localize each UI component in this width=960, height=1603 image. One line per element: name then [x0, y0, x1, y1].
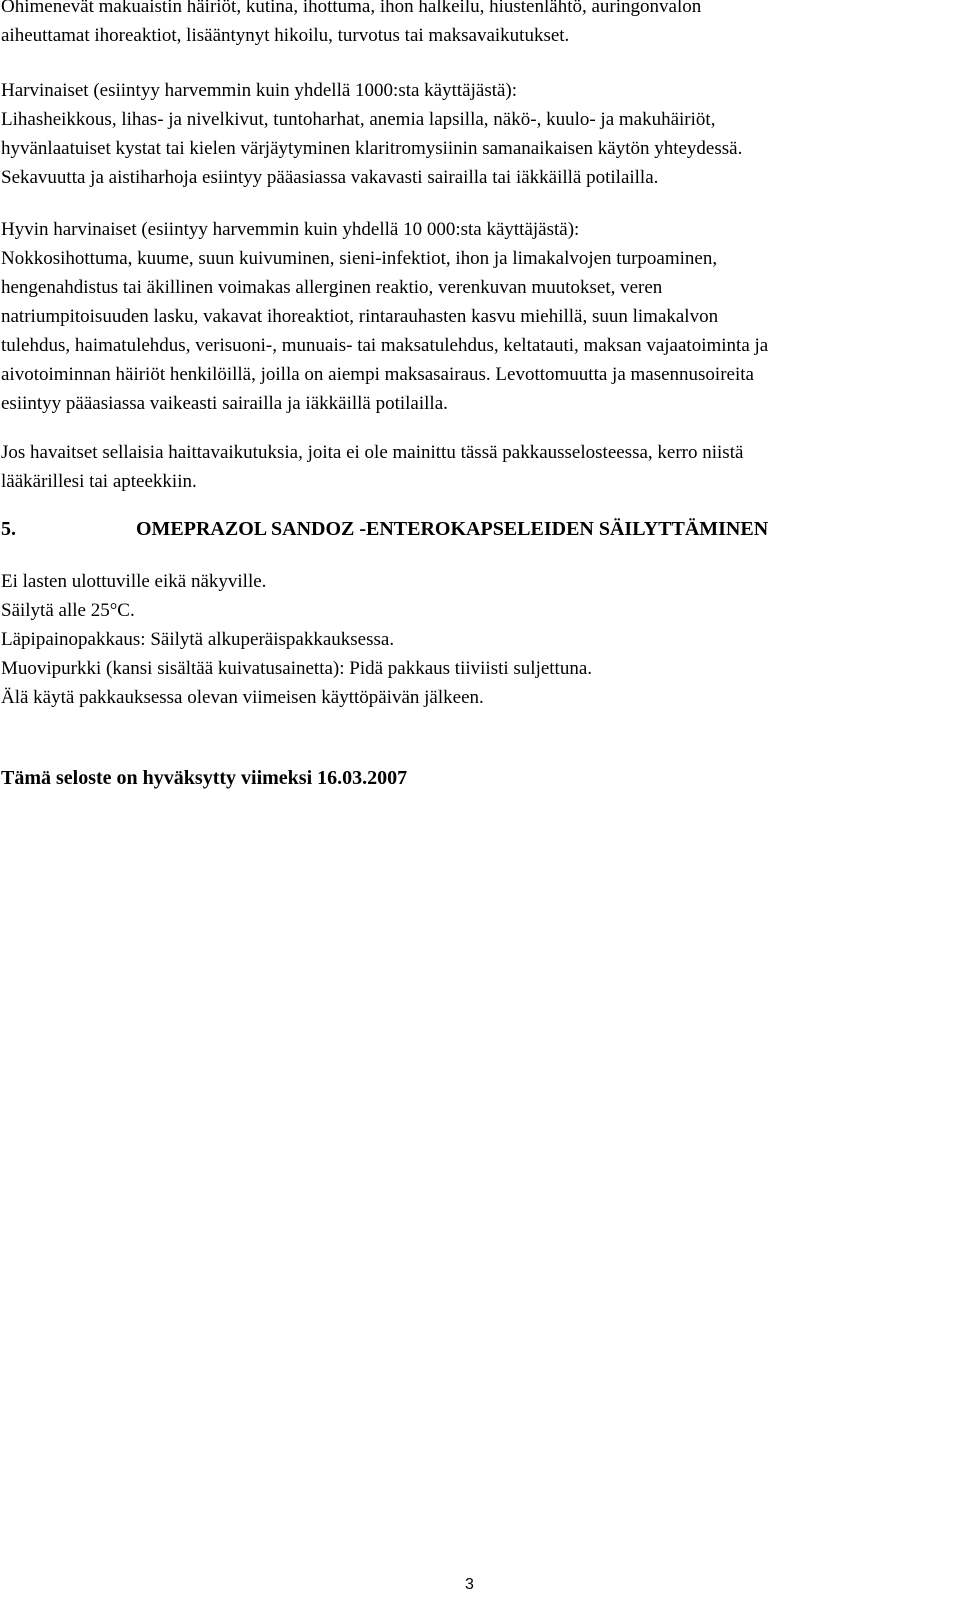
approval-date-note: Tämä seloste on hyväksytty viimeksi 16.03.2007: [1, 767, 408, 789]
storage-item: Muovipurkki (kansi sisältää kuivatusainetta): Pidä pakkaus tiiviisti suljettuna.: [1, 658, 593, 679]
section-heading: [1, 514, 768, 544]
rare-subheading: Harvinaiset (esiintyy harvemmin kuin yhdellä 1000:sta käyttäjästä):: [1, 80, 518, 101]
text-line: aivotoiminnan häiriöt henkilöillä, joilla on aiempi maksasairaus. Levottomuutta ja masennusoireita: [1, 364, 754, 385]
text-line: hengenahdistus tai äkillinen voimakas allerginen reaktio, verenkuvan muutokset, veren: [1, 277, 663, 298]
paragraph-rare-side-effects: [1, 76, 936, 192]
paragraph-report-side-effects: [1, 438, 936, 496]
section-title: OMEPRAZOL SANDOZ -ENTEROKAPSELEIDEN SÄILYTTÄMINEN: [136, 518, 769, 540]
text-line: Lihasheikkous, lihas- ja nivelkivut, tuntoharhat, anemia lapsilla, näkö-, kuulo- ja makuhäiriöt,: [1, 109, 716, 130]
text-line: lääkärillesi tai apteekkiin.: [1, 471, 197, 492]
text-line: Jos havaitset sellaisia haittavaikutuksia, joita ei ole mainittu tässä pakkausselosteessa, kerro niistä: [1, 442, 744, 463]
paragraph-very-rare-side-effects: [1, 215, 936, 418]
storage-item: Säilytä alle 25°C.: [1, 600, 135, 621]
storage-instructions: [1, 567, 592, 712]
page-number: 3: [465, 1576, 474, 1593]
text-line: natriumpitoisuuden lasku, vakavat ihoreaktiot, rintarauhasten kasvu miehillä, suun limakalvon: [1, 306, 719, 327]
text-line: Sekavuutta ja aistiharhoja esiintyy pääasiassa vakavasti sairailla tai iäkkäillä potilailla.: [1, 167, 659, 188]
storage-item: Läpipainopakkaus: Säilytä alkuperäispakkauksessa.: [1, 629, 395, 650]
very-rare-subheading: Hyvin harvinaiset (esiintyy harvemmin kuin yhdellä 10 000:sta käyttäjästä):: [1, 219, 580, 240]
text-line: Ohimenevät makuaistin häiriöt, kutina, ihottuma, ihon halkeilu, hiustenlähtö, auringonvalon: [1, 0, 702, 17]
section-number: 5.: [1, 518, 16, 540]
text-line: Nokkosihottuma, kuume, suun kuivuminen, sieni-infektiot, ihon ja limakalvojen turpoaminen,: [1, 248, 718, 269]
storage-item: Älä käytä pakkauksessa olevan viimeisen käyttöpäivän jälkeen.: [1, 687, 484, 708]
text-line: esiintyy pääasiassa vaikeasti sairailla ja iäkkäillä potilailla.: [1, 393, 448, 414]
paragraph-side-effects-continued: [1, 0, 936, 50]
storage-item: Ei lasten ulottuville eikä näkyville.: [1, 571, 267, 592]
text-line: tulehdus, haimatulehdus, verisuoni-, munuais- tai maksatulehdus, keltatauti, maksan vajaatoiminta ja: [1, 335, 769, 356]
text-line: aiheuttamat ihoreaktiot, lisääntynyt hikoilu, turvotus tai maksavaikutukset.: [1, 25, 570, 46]
text-line: hyvänlaatuiset kystat tai kielen värjäytyminen klaritromysiinin samanaikaisen käytön yhteydessä.: [1, 138, 743, 159]
